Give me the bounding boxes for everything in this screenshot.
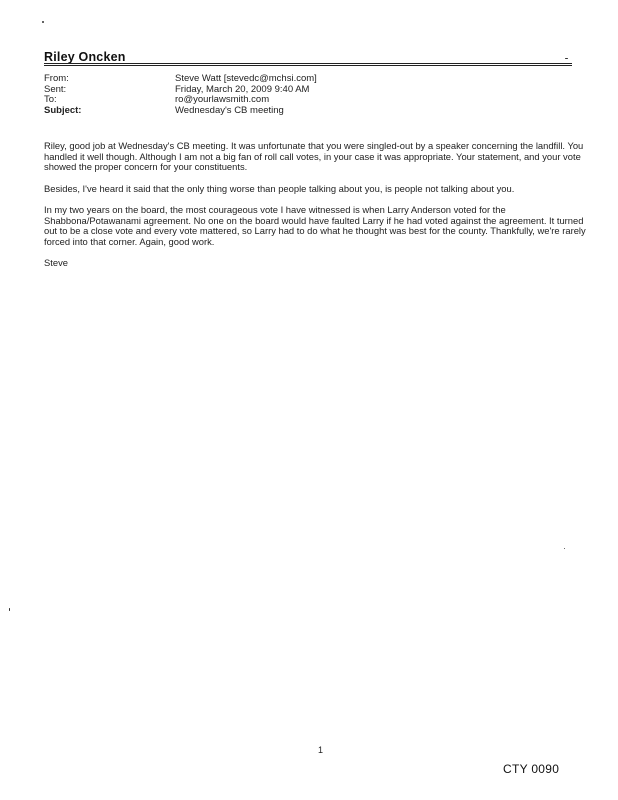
body-paragraph-1: Riley, good job at Wednesday's CB meeting. It was unfortunate that you were singled-out by a speaker concerning the landfill. You handled it well though. Although I am not a big fan of roll call votes, in your case it was appropriate. Your statement, and your vote showed the proper concern for your constituents. (44, 140, 584, 173)
header-subject (44, 106, 317, 117)
bates-number: CTY 0090 (503, 762, 560, 776)
sent-label: Sent: (44, 83, 67, 95)
scan-speck (565, 58, 568, 59)
body-paragraph-3: In my two years on the board, the most courageous vote I have witnessed is when Larry Anderson voted for the Shabbona/Potawanami agreement. No one on the board would have faulted Larry if he had voted against the agreement. It turned out to be a close vote and every vote mattered, so Larry had to do what he thought was best for the county. Thankfully, we're rarely forced into that corner. Again, good work. (44, 203, 586, 247)
body-paragraph-2: Besides, I've heard it said that the only thing worse than people talking about you, is people not talking about you. (44, 182, 515, 194)
sent-value: Friday, March 20, 2009 9:40 AM (175, 83, 310, 95)
scan-speck (9, 608, 10, 611)
subject-value: Wednesday's CB meeting (175, 104, 284, 116)
from-value: Steve Watt [stevedc@mchsi.com] (175, 73, 317, 84)
from-label: From: (44, 73, 69, 84)
header-from (44, 74, 317, 85)
signature: Steve (44, 257, 68, 269)
scan-speck (42, 21, 44, 23)
to-label: To: (44, 94, 57, 105)
email-headers (44, 74, 317, 116)
header-rule (44, 63, 572, 66)
header-to (44, 95, 317, 106)
subject-label: Subject: (44, 104, 82, 116)
scan-speck (564, 548, 565, 549)
mailbox-owner-name: Riley Oncken (44, 50, 126, 64)
email-body (44, 141, 589, 280)
to-value: ro@yourlawsmith.com (175, 94, 270, 105)
page-number: 1 (318, 745, 324, 755)
